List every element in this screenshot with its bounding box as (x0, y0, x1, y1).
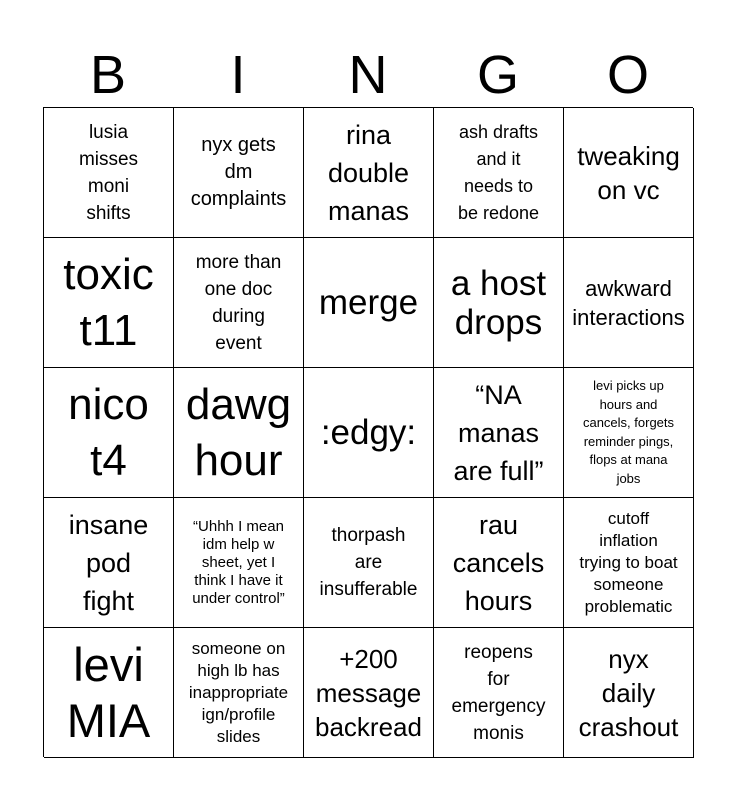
header-letter-i: I (230, 45, 246, 105)
bingo-cell-text: more than one doc during event (195, 251, 282, 354)
header-letter-n: N (348, 45, 388, 105)
bingo-cell-r3-c2[interactable] (174, 368, 304, 498)
bingo-cell-text: “Uhhh I mean idm help w sheet, yet I think I have it under control” (192, 517, 285, 607)
bingo-cell-r4-c3[interactable] (304, 498, 434, 628)
bingo-cell-text: tweaking on vc (577, 140, 680, 205)
bingo-cell-text: a host drops (450, 263, 547, 342)
bingo-cell-r4-c5[interactable] (564, 498, 694, 628)
bingo-cell-text: nyx gets dm complaints (190, 134, 287, 210)
bingo-cell-r2-c3[interactable] (304, 238, 434, 368)
bingo-cell-text: rau cancels hours (452, 509, 545, 616)
bingo-cell-text: reopens for emergency monis (451, 641, 546, 744)
bingo-cell-r5-c3[interactable] (304, 628, 434, 758)
bingo-cell-text: levi MIA (66, 637, 151, 747)
bingo-cell-r3-c5[interactable] (564, 368, 694, 498)
bingo-cell-text: cutoff inflation trying to boat someone problematic (579, 508, 678, 616)
bingo-cell-r2-c2[interactable] (174, 238, 304, 368)
bingo-cell-r3-c3[interactable] (304, 368, 434, 498)
bingo-cell-text: ash drafts and it needs to be redone (457, 121, 540, 223)
bingo-cell-r5-c5[interactable] (564, 628, 694, 758)
bingo-cell-r2-c5[interactable] (564, 238, 694, 368)
bingo-cell-r1-c2[interactable] (174, 108, 304, 238)
bingo-cell-text: awkward interactions (572, 275, 685, 330)
bingo-cell-r2-c4[interactable] (434, 238, 564, 368)
bingo-cell-text: nico t4 (68, 379, 149, 485)
header-letter-g: G (476, 45, 519, 105)
bingo-cell-r5-c4[interactable] (434, 628, 564, 758)
bingo-cell-r5-c1[interactable] (44, 628, 174, 758)
bingo-cell-r4-c1[interactable] (44, 498, 174, 628)
bingo-cell-r5-c2[interactable] (174, 628, 304, 758)
bingo-cell-text: thorpash are insufferable (319, 525, 418, 600)
bingo-cell-text: levi picks up hours and cancels, forgets reminder pings, flops at mana jobs (582, 378, 675, 486)
bingo-header (43, 46, 693, 104)
bingo-cell-text: someone on high lb has inappropriate ign/profile slides (188, 638, 289, 746)
bingo-cell-r4-c2[interactable] (174, 498, 304, 628)
bingo-cell-text: toxic t11 (63, 249, 154, 355)
bingo-cell-text: lusia misses moni shifts (78, 121, 139, 224)
bingo-cell-r2-c1[interactable] (44, 238, 174, 368)
bingo-cell-text: :edgy: (320, 413, 417, 452)
header-letter-o: O (606, 45, 649, 105)
bingo-cell-text: merge (318, 283, 419, 322)
bingo-cell-text: nyx daily crashout (578, 643, 679, 742)
bingo-cell-text: “NA manas are full” (453, 379, 544, 486)
bingo-cell-text: insane pod fight (68, 509, 149, 616)
bingo-cell-r1-c4[interactable] (434, 108, 564, 238)
bingo-cell-text: +200 message backread (315, 643, 422, 742)
bingo-cell-r1-c5[interactable] (564, 108, 694, 238)
bingo-cell-r1-c3[interactable] (304, 108, 434, 238)
bingo-cell-text: rina double manas (327, 119, 410, 226)
bingo-cell-r1-c1[interactable] (44, 108, 174, 238)
bingo-grid (43, 107, 693, 757)
bingo-cell-r3-c4[interactable] (434, 368, 564, 498)
header-letter-b: B (89, 45, 127, 105)
bingo-cell-text: dawg hour (185, 379, 292, 485)
bingo-cell-r3-c1[interactable] (44, 368, 174, 498)
bingo-cell-r4-c4[interactable] (434, 498, 564, 628)
